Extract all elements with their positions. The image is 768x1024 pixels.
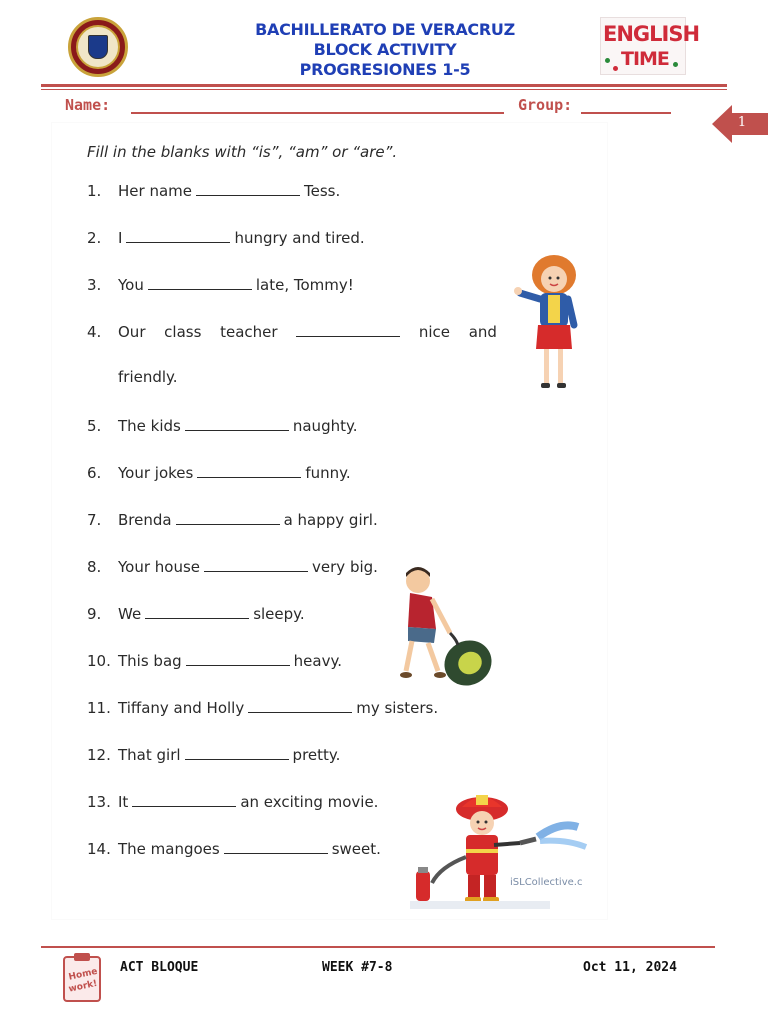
instructions: Fill in the blanks with “is”, “am” or “are”. — [87, 143, 398, 161]
exercise-item: 2. I hungry and tired. — [87, 229, 365, 247]
footer-activity: ACT BLOQUE — [120, 960, 199, 975]
exercise-item: 11. Tiffany and Holly my sisters. — [87, 699, 439, 717]
answer-blank[interactable] — [196, 181, 300, 196]
answer-blank[interactable] — [126, 228, 230, 243]
name-label: Name: — [65, 96, 111, 114]
exercise-item: 9. We sleepy. — [87, 605, 305, 623]
footer-week: WEEK #7-8 — [322, 960, 393, 975]
exercise-item: 4. Our class teacher nice and friendly. — [87, 323, 497, 386]
boy-carrying-bag-illustration — [392, 563, 504, 693]
answer-blank[interactable] — [185, 745, 289, 760]
decor-dot — [613, 66, 618, 71]
group-field[interactable] — [581, 112, 671, 114]
page-number: 1 — [737, 115, 747, 130]
svg-text:Home: Home — [67, 966, 99, 983]
logo-word-english: ENGLISH — [603, 22, 700, 46]
group-label: Group: — [518, 96, 573, 114]
header-divider-thin — [41, 89, 727, 90]
page-title — [200, 20, 570, 80]
answer-blank[interactable] — [185, 416, 289, 431]
firefighter-illustration — [410, 787, 610, 917]
answer-blank[interactable] — [296, 322, 400, 337]
exercise-item: 7. Brenda a happy girl. — [87, 511, 378, 529]
logo-word-time: TIME — [621, 48, 669, 70]
exercise-item: 12. That girl pretty. — [87, 746, 341, 764]
shield-icon — [88, 35, 108, 59]
watermark-text: iSLCollective.c — [510, 877, 583, 888]
header-divider — [41, 84, 727, 87]
name-field[interactable] — [131, 112, 504, 114]
exercise-item: 5. The kids naughty. — [87, 417, 358, 435]
exercise-item: 3. You late, Tommy! — [87, 276, 354, 294]
answer-blank[interactable] — [132, 792, 236, 807]
worksheet — [52, 123, 607, 919]
name-group-row — [65, 94, 685, 118]
exercise-item: 6. Your jokes funny. — [87, 464, 351, 482]
decor-dot — [673, 62, 678, 67]
homework-icon — [60, 951, 104, 1003]
exercise-item: 10. This bag heavy. — [87, 652, 342, 670]
crest-inner — [76, 25, 120, 69]
exercise-item: 1. Her name Tess. — [87, 182, 341, 200]
answer-blank[interactable] — [145, 604, 249, 619]
footer-date: Oct 11, 2024 — [583, 960, 677, 975]
exercise-item: 13. It an exciting movie. — [87, 793, 379, 811]
decor-dot — [605, 58, 610, 63]
title-activity: BLOCK ACTIVITY — [313, 40, 457, 59]
exercise-item: 14. The mangoes sweet. — [87, 840, 381, 858]
answer-blank[interactable] — [148, 275, 252, 290]
footer-divider — [41, 946, 715, 948]
teacher-illustration — [510, 253, 588, 393]
answer-blank[interactable] — [176, 510, 280, 525]
title-progressions: PROGRESIONES 1-5 — [299, 60, 471, 79]
answer-blank[interactable] — [224, 839, 328, 854]
exercise-item: 8. Your house very big. — [87, 558, 378, 576]
answer-blank[interactable] — [204, 557, 308, 572]
answer-blank[interactable] — [197, 463, 301, 478]
title-school: BACHILLERATO DE VERACRUZ — [255, 20, 515, 39]
svg-text:work!: work! — [67, 978, 99, 995]
school-crest-logo — [68, 17, 128, 77]
answer-blank[interactable] — [248, 698, 352, 713]
english-time-logo — [600, 17, 700, 75]
answer-blank[interactable] — [186, 651, 290, 666]
